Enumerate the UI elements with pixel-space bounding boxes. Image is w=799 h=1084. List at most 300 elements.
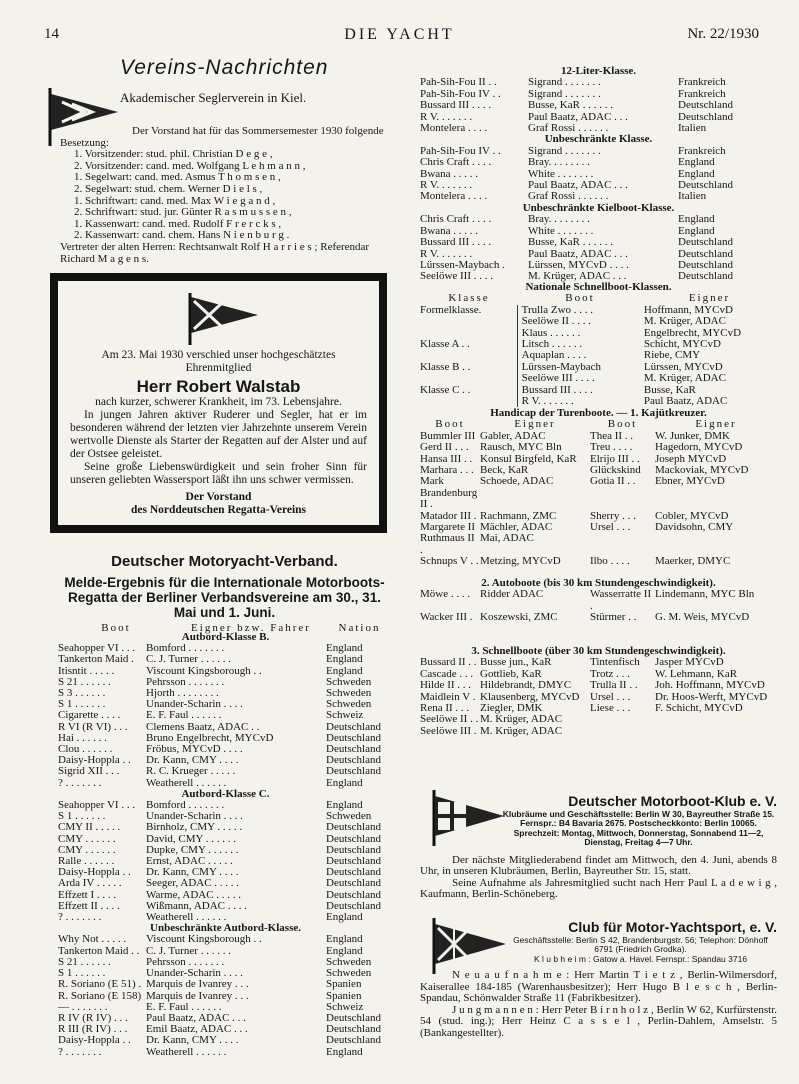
- boat-cell: Effzett II . . . .: [58, 900, 120, 912]
- owner-cell: Gabler, ADAC: [480, 430, 546, 442]
- handicap-list: [420, 419, 777, 567]
- obit-line2: nach kurzer, schwerer Krankheit, im 73. Lebensjahre.: [95, 396, 342, 408]
- owner-cell: Weatherell . . . . . .: [146, 777, 227, 789]
- table-row: [420, 431, 777, 442]
- boat-cell: Ilbo . . . .: [590, 556, 630, 568]
- boat-cell: Itisntit . . . . .: [58, 665, 115, 677]
- national-title: Nationale Schnellboot-Klassen.: [525, 281, 672, 293]
- owner-cell: Ebner, MYCvD: [655, 476, 725, 488]
- boat-cell: R V. . . . . . .: [420, 248, 473, 260]
- owner-cell: Koszewski, ZMC: [480, 612, 558, 624]
- table-row: [420, 465, 777, 476]
- owner-cell: M. Krüger, ADAC: [643, 373, 726, 385]
- owner-cell: Wißmann, ADAC . . . .: [146, 900, 247, 912]
- nation-cell: Deutschland: [326, 721, 381, 733]
- boat-cell: [590, 533, 655, 556]
- handicap-section: [420, 408, 777, 568]
- owner-cell: Busse, KaR: [643, 384, 696, 396]
- table-row: [58, 890, 393, 901]
- nation-cell: Deutschland: [326, 878, 381, 890]
- owner-cell: Ernst, ADAC . . . . .: [146, 856, 233, 868]
- boat-cell: Cigarette . . . .: [58, 710, 121, 722]
- table-row: [58, 800, 393, 811]
- owner-cell: Schicht, MYCvD: [643, 339, 721, 351]
- section-title: Unbeschränkte Kielboot-Klasse.: [522, 201, 675, 214]
- table-row: [420, 260, 777, 271]
- table-row: [420, 305, 777, 316]
- boat-cell: R V. . . . . . .: [420, 180, 473, 192]
- class-cell: [420, 396, 517, 407]
- nation-cell: England: [326, 654, 363, 666]
- nation-cell: England: [678, 225, 715, 237]
- boat-cell: Hilde II . . .: [420, 680, 472, 692]
- table-row: [58, 878, 393, 889]
- owner-cell: Paul Baatz, ADAC . . .: [528, 248, 628, 260]
- owner-cell: Dr. Hoos-Werft, MYCvD: [655, 691, 768, 703]
- boat-cell: Trulla II . .: [590, 680, 638, 692]
- table-row: [420, 511, 777, 522]
- vorstand-line: 1. Schriftwart: cand. med. Max W i e g a n d ,: [74, 194, 276, 207]
- boat-cell: ? . . . . . . .: [58, 1046, 102, 1058]
- nation-cell: Deutschland: [326, 744, 381, 756]
- nation-cell: England: [326, 934, 363, 946]
- table-row: [58, 979, 393, 990]
- boat-cell: Pah-Sih-Fou II . .: [420, 77, 497, 89]
- table-row: [420, 476, 777, 510]
- vereins-body: [60, 126, 390, 265]
- vorstand-line: 1. Kassenwart: cand. med. Rudolf F r e r c k s ,: [74, 217, 282, 230]
- nation-cell: England: [678, 157, 715, 169]
- cmy-title: Club für Motor-Yachtsport, e. V.: [568, 919, 777, 935]
- table-row: [420, 442, 777, 453]
- boat-cell: Treu . . . .: [590, 442, 633, 454]
- table-row: [58, 822, 393, 833]
- table-row: [420, 533, 777, 556]
- table-row: [58, 1002, 393, 1013]
- magazine-title: DIE YACHT: [344, 26, 455, 43]
- table-row: [420, 714, 777, 725]
- table-row: [58, 934, 393, 945]
- owner-cell: Hildebrandt, DMYC: [480, 680, 572, 692]
- boat-cell: Cascade . . .: [420, 668, 474, 680]
- cmy-section: [420, 919, 777, 1039]
- table-row: [420, 316, 777, 327]
- boat-cell: [590, 714, 655, 725]
- table-row: [420, 669, 777, 680]
- boat-cell: Daisy-Hoppla . .: [58, 755, 131, 767]
- boat-cell: S 21 . . . . . .: [58, 956, 111, 968]
- owner-cell: Clemens Baatz, ADAC . .: [146, 721, 260, 733]
- table-row: [58, 688, 393, 699]
- table-row: [58, 856, 393, 867]
- section-title: Unbeschränkte Klasse.: [544, 133, 653, 146]
- table-row: [420, 692, 777, 703]
- boat-cell: Montelera . . . .: [420, 123, 488, 135]
- boat-cell: Bwana . . . . .: [420, 225, 479, 237]
- boat-cell: Hansa III . .: [420, 453, 473, 465]
- owner-cell: E. F. Faul . . . . . .: [146, 1001, 222, 1013]
- col-heads: [420, 419, 777, 430]
- boat-cell: Chris Craft . . . .: [420, 214, 492, 226]
- boat-cell: Trulla Zwo . . . .: [517, 305, 644, 316]
- autoboote-section: [420, 578, 777, 624]
- boat-cell: Glückskind: [590, 465, 641, 477]
- owner-cell: Viscount Kingsborough . .: [146, 934, 262, 946]
- boat-cell: ? . . . . . . .: [58, 777, 102, 789]
- owner-cell: Davidsohn, CMY: [655, 522, 734, 534]
- boat-cell: Elrijo III . .: [590, 453, 640, 465]
- nation-cell: Schweden: [326, 968, 372, 980]
- owner-cell: Dr. Kann, CMY . . . .: [146, 755, 239, 767]
- boat-cell: Gerd II . . .: [420, 442, 469, 454]
- owner-cell: Paul Baatz, ADAC . . .: [146, 1012, 246, 1024]
- dmv-subtitle: Melde-Ergebnis für die Internationale Motorboots-Regatta der Berliner Verbandsvereine am 30., 31. Mai und 1. Juni.: [64, 575, 385, 620]
- boat-cell: Mark Brandenburg II .: [420, 476, 478, 511]
- table-row: [420, 339, 777, 350]
- nation-cell: Deutschland: [326, 1035, 381, 1047]
- table-row: [58, 968, 393, 979]
- col-head: Boot: [607, 419, 638, 431]
- motorboot-entries-right: [420, 66, 777, 283]
- table-row: [420, 237, 777, 248]
- owner-cell: C. J. Turner . . . . . .: [146, 654, 231, 666]
- boat-cell: Bwana . . . . .: [420, 168, 479, 180]
- table-row: [58, 677, 393, 688]
- owner-cell: Lürssen, MYCvD . . . .: [528, 259, 629, 271]
- owner-cell: Weatherell . . . . . .: [146, 1046, 227, 1058]
- owner-cell: Unander-Scharin . . . .: [146, 968, 243, 980]
- boat-cell: Seelöwe III .: [420, 725, 477, 737]
- owner-cell: Emil Baatz, ADAC . . .: [146, 1024, 248, 1036]
- boat-cell: — . . . . . . .: [58, 1001, 108, 1013]
- page-number: 14: [44, 26, 59, 42]
- nation-cell: Deutschland: [678, 180, 733, 192]
- table-row: [420, 589, 777, 612]
- obit-name: Herr Robert Walstab: [136, 377, 301, 396]
- boat-cell: CMY . . . . . .: [58, 833, 116, 845]
- table-row: [420, 180, 777, 191]
- table-row: [420, 249, 777, 260]
- nation-cell: England: [326, 643, 363, 655]
- nation-cell: Italien: [678, 123, 707, 135]
- table-row: [58, 845, 393, 856]
- nation-cell: Schweden: [326, 699, 372, 711]
- nation-cell: Italien: [678, 191, 707, 203]
- vorstand-line: 2. Kassenwart: cand. chem. Hans N i e n b u r g .: [74, 229, 290, 242]
- cross-pennant-icon: [188, 293, 260, 345]
- owner-cell: Unander-Scharin . . . .: [146, 811, 243, 823]
- class-cell: Klasse B . .: [420, 361, 471, 373]
- cmy-p1: N e u a u f n a h m e : Herr Martin T i e t z , Berlin-Wilmersdorf, Kaiserallee 184-185 (Warenhausbesitzer); Herr Hugo B l e s c h , Berlin-Spandau, Schönwalder Straße 11 (Fabrikbesitzer).: [420, 969, 777, 1004]
- class-cell: Klasse C . .: [420, 384, 471, 396]
- national-section: [420, 282, 777, 407]
- owner-cell: [655, 714, 777, 725]
- table-row: [58, 1013, 393, 1024]
- boat-cell: Thea II . .: [590, 430, 634, 442]
- cmy-info: Geschäftsstelle: Berlin S 42, Brandenburgstr. 56; Telephon: Dönhoff 6791 (Friedrich Grodka).: [513, 934, 768, 954]
- owner-cell: Bomford . . . . . . .: [146, 643, 225, 655]
- akademischer-title: Akademischer Seglerverein in Kiel.: [120, 90, 307, 105]
- owner-cell: Mächler, ADAC: [480, 522, 553, 534]
- nation-cell: England: [326, 665, 363, 677]
- national-list: [420, 293, 777, 407]
- boat-cell: R V. . . . . . .: [517, 396, 644, 407]
- boat-cell: Seahopper VI . . .: [58, 800, 136, 812]
- owner-cell: Graf Rossi . . . . . .: [528, 123, 609, 135]
- owner-cell: Maerker, DMYC: [655, 556, 731, 568]
- owner-cell: Marquis de Ivanrey . . .: [146, 979, 249, 991]
- boat-cell: R V. . . . . . .: [420, 111, 473, 123]
- owner-cell: Birnholz, CMY . . . . .: [146, 822, 243, 834]
- owner-cell: C. J. Turner . . . . . .: [146, 945, 231, 957]
- obit-sign2: des Norddeutschen Regatta-Vereins: [130, 504, 307, 516]
- owner-cell: Marquis de Ivanrey . . .: [146, 990, 249, 1002]
- nation-cell: Frankreich: [678, 77, 726, 89]
- nation-cell: Deutschland: [678, 237, 733, 249]
- table-row: [420, 146, 777, 157]
- table-row: [420, 396, 777, 407]
- autoboote-title: 2. Autoboote (bis 30 km Stundengeschwindigkeit).: [481, 577, 716, 589]
- col-head: Eigner: [688, 293, 731, 305]
- owner-cell: Schoede, ADAC: [480, 476, 554, 488]
- table-row: [420, 385, 777, 396]
- boat-cell: Pah-Sih-Fou IV . .: [420, 145, 501, 157]
- boat-cell: Sherry . . .: [590, 510, 636, 522]
- table-row: [58, 643, 393, 654]
- table-row: [420, 328, 777, 339]
- table-row: [420, 214, 777, 225]
- section-title: Unbeschränkte Autbord-Klasse.: [150, 922, 301, 935]
- owner-cell: Bray. . . . . . . .: [528, 157, 590, 169]
- boat-cell: Tankerton Maid .: [58, 654, 134, 666]
- cmy-klubheim: K l u b h e i m : Gatow a. Havel. Fernspr.: Spandau 3716: [533, 953, 748, 964]
- table-row: [420, 454, 777, 465]
- nation-cell: Deutschland: [326, 755, 381, 767]
- owner-cell: White . . . . . . .: [528, 225, 594, 237]
- nation-cell: Deutschland: [678, 271, 733, 283]
- boat-cell: Arda IV . . . . .: [58, 878, 122, 890]
- section-title: Autbord-Klasse C.: [181, 787, 270, 800]
- boat-cell: Seelöwe III . . . .: [517, 373, 644, 384]
- boat-cell: S 1 . . . . . .: [58, 968, 106, 980]
- nation-cell: Deutschland: [678, 259, 733, 271]
- table-row: [420, 703, 777, 714]
- table-row: [420, 89, 777, 100]
- owner-cell: Joh. Hoffmann, MYCvD: [655, 680, 765, 692]
- owner-cell: Cobler, MYCvD: [655, 510, 729, 522]
- owner-cell: Pehrsson . . . . . . .: [146, 676, 225, 688]
- nation-cell: Frankreich: [678, 145, 726, 157]
- table-row: [58, 654, 393, 665]
- owner-cell: Busse jun., KaR: [480, 657, 552, 669]
- owner-cell: Konsul Birgfeld, KaR: [480, 453, 577, 465]
- boat-cell: Bussard III . . . .: [420, 100, 492, 112]
- owner-cell: Joseph MYCvD: [655, 453, 727, 465]
- owner-cell: Busse, KaR . . . . . .: [528, 100, 613, 112]
- nation-cell: Schweden: [326, 688, 372, 700]
- owner-cell: Mai, ADAC: [480, 533, 534, 545]
- boat-cell: R IV (R IV) . . .: [58, 1012, 128, 1024]
- owner-cell: Pehrsson . . . . . . .: [146, 956, 225, 968]
- vereins-section: [56, 56, 393, 79]
- dmbk-info: Klubräume und Geschäftsstelle: Berlin W 30, Bayreuther Straße 15. Fernspr.: B4 Bavaria 2675. Postscheckkonto: Berlin 10065. Sprechzeit: Montag, Mittwoch, Donnerstag, Sonnabend 11—2, Dienstag, Freitag 4—7 Uhr.: [502, 808, 775, 847]
- owner-cell: Unander-Scharin . . . .: [146, 699, 243, 711]
- boat-cell: Ursel . . .: [590, 691, 631, 703]
- boat-cell: Klaus . . . . . .: [517, 328, 644, 339]
- table-row: [58, 666, 393, 677]
- nation-cell: Deutschland: [326, 732, 381, 744]
- boat-cell: Wacker III .: [420, 612, 473, 624]
- dmbk-section: [420, 793, 777, 901]
- boat-cell: S 21 . . . . . .: [58, 676, 111, 688]
- owner-cell: Sigrand . . . . . . .: [528, 77, 601, 89]
- boat-cell: Seelöwe II . . . .: [517, 316, 644, 327]
- owner-cell: Beck, KaR: [480, 465, 529, 477]
- vereins-heading: Vereins-Nachrichten: [120, 56, 329, 79]
- owner-cell: Sigrand . . . . . . .: [528, 145, 601, 157]
- owner-cell: [655, 726, 777, 737]
- boat-cell: CMY II . . . . .: [58, 822, 121, 834]
- owner-cell: Rausch, MYC Bln: [480, 442, 562, 454]
- owner-cell: Mackoviak, MYCvD: [655, 465, 749, 477]
- boat-cell: CMY . . . . . .: [58, 844, 116, 856]
- vorstand-line: 2. Vorsitzender: cand. med. Wolfgang L e h m a n n ,: [74, 159, 306, 172]
- table-row: [420, 226, 777, 237]
- owner-cell: E. F. Faul . . . . . .: [146, 710, 222, 722]
- table-row: [420, 169, 777, 180]
- nation-cell: Deutschland: [326, 856, 381, 868]
- boat-cell: Ralle . . . . . .: [58, 856, 115, 868]
- owner-cell: Gottlieb, KaR: [480, 668, 542, 680]
- owner-cell: Weatherell . . . . . .: [146, 912, 227, 924]
- boat-cell: Pah-Sih-Fou IV . .: [420, 88, 501, 100]
- boat-cell: Tankerton Maid . .: [58, 945, 140, 957]
- boat-cell: Ursel . . .: [590, 522, 631, 534]
- class-cell: [420, 373, 517, 384]
- table-row: [58, 811, 393, 822]
- boat-cell: Möwe . . . .: [420, 589, 471, 601]
- obit-body2: Seine große Liebenswürdigkeit und sein froher Sinn für unseren geliebten Wassersport läßt ihn uns schwer vermissen.: [70, 461, 367, 486]
- dmbk-title: Deutscher Motorboot-Klub e. V.: [568, 793, 777, 809]
- boat-cell: R. Soriano (E 51) .: [58, 979, 142, 991]
- class-cell: [420, 328, 517, 339]
- owner-cell: W. Lehmann, KaR: [655, 668, 738, 680]
- col-head: Boot: [565, 293, 595, 305]
- section-title: Autbord-Klasse B.: [181, 631, 270, 643]
- owner-cell: Lürssen, MYCvD: [643, 361, 723, 373]
- owner-cell: Bomford . . . . . . .: [146, 800, 225, 812]
- boat-cell: Wasserratte II .: [590, 589, 652, 612]
- schnellboote-section: [420, 646, 777, 737]
- table-row: [58, 744, 393, 755]
- nation-cell: Deutschland: [678, 248, 733, 260]
- owner-cell: Metzing, MYCvD: [480, 556, 561, 568]
- boat-cell: Sigrid XII . . .: [58, 766, 120, 778]
- owner-cell: Bray. . . . . . . .: [528, 214, 590, 226]
- table-row: [58, 867, 393, 878]
- nation-cell: Deutschland: [678, 111, 733, 123]
- owner-cell: Ridder ADAC: [480, 589, 544, 601]
- boat-cell: Schnups V . .: [420, 556, 479, 568]
- owner-cell: R. C. Krueger . . . . .: [146, 766, 236, 778]
- table-row: [58, 957, 393, 968]
- obituary-text: [70, 349, 367, 517]
- owner-cell: Hoffmann, MYCvD: [643, 304, 733, 316]
- table-row: [420, 112, 777, 123]
- boat-cell: Bussard III . . . .: [517, 385, 644, 396]
- class-cell: Klasse A . .: [420, 339, 470, 351]
- vorstand-line: 1. Vorsitzender: stud. phil. Christian D e g e ,: [74, 148, 273, 161]
- schnellboote-title: 3. Schnellboote (über 30 km Stundengeschwindigkeit).: [471, 645, 726, 657]
- boat-cell: S 1 . . . . . .: [58, 699, 106, 711]
- table-row: [58, 991, 393, 1002]
- boat-cell: Stürmer . .: [590, 612, 637, 624]
- vereins-footer: Vertreter der alten Herren: Rechtsanwalt Rolf H a r r i e s ; Referendar Richard M a g e n s.: [60, 240, 370, 265]
- boat-cell: Liese . . .: [590, 703, 631, 715]
- boat-cell: R III (R IV) . . .: [58, 1024, 128, 1036]
- boat-cell: ? . . . . . . .: [58, 912, 102, 924]
- boat-cell: Lürssen-Maybach .: [420, 259, 505, 271]
- table-row: [420, 726, 777, 737]
- nation-cell: Deutschland: [678, 100, 733, 112]
- boat-cell: [590, 726, 655, 737]
- nation-cell: Frankreich: [678, 88, 726, 100]
- table-row: [58, 834, 393, 845]
- nation-cell: Deutschland: [326, 900, 381, 912]
- owner-cell: Dr. Kann, CMY . . . .: [146, 867, 239, 879]
- boat-cell: R VI (R VI) . . .: [58, 721, 128, 733]
- owner-cell: Dr. Kann, CMY . . . .: [146, 1035, 239, 1047]
- boat-cell: S 3 . . . . . .: [58, 688, 106, 700]
- owner-cell: M. Krüger, ADAC: [480, 725, 563, 737]
- table-row: [420, 100, 777, 111]
- col-head: Klasse: [448, 293, 490, 305]
- nation-cell: Spanien: [326, 990, 362, 1002]
- owner-cell: Lindemann, MYC Bln: [655, 589, 755, 601]
- boat-cell: Rena II . . .: [420, 703, 470, 715]
- vorstand-line: 2. Segelwart: stud. chem. Werner D i e l s ,: [74, 182, 263, 195]
- owner-cell: Dupke, CMY . . . . . .: [146, 844, 239, 856]
- issue-number: Nr. 22/1930: [687, 26, 759, 42]
- owner-cell: Seeger, ADAC . . . . .: [146, 878, 240, 890]
- owner-cell: Sigrand . . . . . . .: [528, 88, 601, 100]
- nation-cell: England: [678, 214, 715, 226]
- owner-cell: Ziegler, DMK: [480, 703, 543, 715]
- table-row: [58, 901, 393, 912]
- boat-cell: Litsch . . . . . .: [517, 339, 644, 350]
- boat-cell: Lürssen-Maybach: [517, 362, 644, 373]
- owner-cell: Warme, ADAC . . . . .: [146, 889, 242, 901]
- class-cell: [420, 350, 517, 361]
- nation-cell: Spanien: [326, 979, 362, 991]
- owner-cell: Paul Baatz, ADAC . . .: [528, 111, 628, 123]
- class-cell: [420, 316, 517, 327]
- table-row: [420, 362, 777, 373]
- col-boot: Boot: [101, 623, 131, 634]
- boat-cell: Seelöwe II . .: [420, 714, 479, 726]
- boat-cell: Effzett I . . . .: [58, 889, 117, 901]
- boat-cell: Seelöwe III . . . .: [420, 271, 494, 283]
- nation-cell: Deutschland: [326, 1012, 381, 1024]
- boat-cell: Bussard II . .: [420, 657, 477, 669]
- owner-cell: M. Krüger, ADAC . . .: [528, 271, 627, 283]
- owner-cell: Fröbus, MYCvD . . . .: [146, 744, 243, 756]
- autoboote-list: [420, 589, 777, 623]
- owner-cell: Rachmann, ZMC: [480, 510, 557, 522]
- boat-cell: Hai . . . . . .: [58, 732, 107, 744]
- nation-cell: Deutschland: [326, 844, 381, 856]
- table-row: [420, 77, 777, 88]
